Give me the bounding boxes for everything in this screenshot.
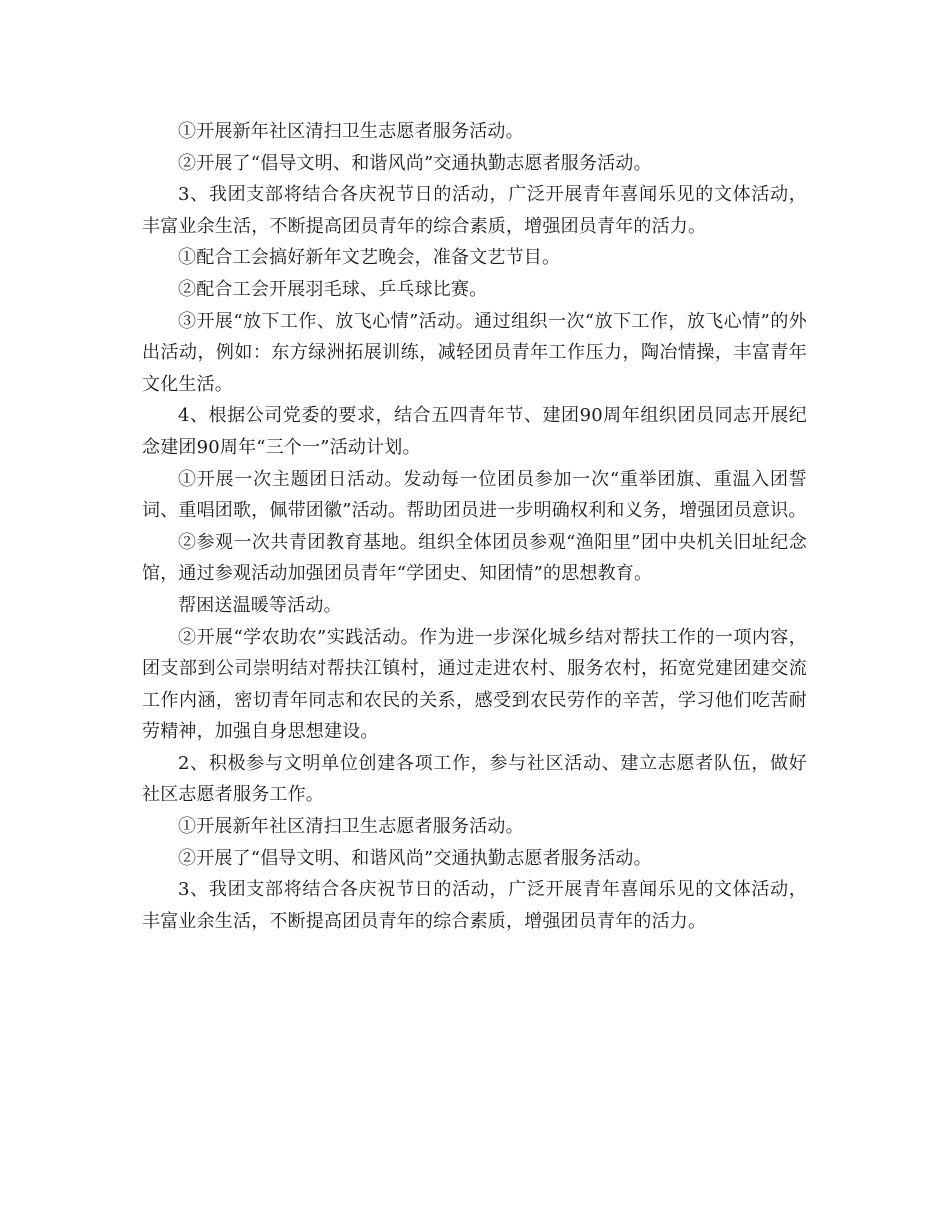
paragraph-13: ①开展新年社区清扫卫生志愿者服务活动。 (178, 816, 524, 838)
paragraph-11: ②开展“学农助农”实践活动。作为进一步深化城乡结对帮扶工作的一项内容，团支部到公司崇明结对帮扶江镇村，通过走进农村、服务农村，拓宽党建团建交流工作内涵，密切青年同志和农民的关系，感受到农民劳作的辛苦，学习他们吃苦耐劳精神，加强自身思想建设。 (142, 626, 807, 743)
paragraph-10: 帮困送温暖等活动。 (178, 594, 342, 616)
paragraph-8: ①开展一次主题团日活动。发动每一位团员参加一次“重举团旗、重温入团誓词、重唱团歌，佩带团徽”活动。帮助团员进一步明确权利和义务，增强团员意识。 (142, 468, 807, 522)
paragraph-5: ②配合工会开展羽毛球、乒乓球比赛。 (178, 278, 488, 300)
paragraph-2: ②开展了“倡导文明、和谐风尚”交通执勤志愿者服务活动。 (178, 152, 652, 174)
paragraph-15: 3、我团支部将结合各庆祝节日的活动，广泛开展青年喜闻乐见的文体活动，丰富业余生活，不断提高团员青年的综合素质，增强团员青年的活力。 (142, 879, 807, 932)
paragraph-7: 4、根据公司党委的要求，结合五四青年节、建团90周年组织团员同志开展纪念建团90周年“三个一”活动计划。 (142, 405, 807, 458)
paragraph-9: ②参观一次共青团教育基地。组织全体团员参观“渔阳里”团中央机关旧址纪念馆，通过参观活动加强团员青年“学团史、知团情”的思想教育。 (142, 531, 807, 585)
document-body (142, 116, 807, 937)
paragraph-6: ③开展“放下工作、放飞心情”活动。通过组织一次“放下工作，放飞心情”的外出活动，例如：东方绿洲拓展训练，减轻团员青年工作压力，陶冶情操，丰富青年文化生活。 (142, 310, 807, 395)
paragraph-3: 3、我团支部将结合各庆祝节日的活动，广泛开展青年喜闻乐见的文体活动，丰富业余生活，不断提高团员青年的综合素质，增强团员青年的活力。 (142, 184, 807, 237)
paragraph-1: ①开展新年社区清扫卫生志愿者服务活动。 (178, 121, 524, 142)
paragraph-12: 2、积极参与文明单位创建各项工作，参与社区活动、建立志愿者队伍，做好社区志愿者服务工作。 (142, 752, 807, 806)
paragraph-4: ①配合工会搞好新年文艺晚会，准备文艺节目。 (178, 247, 561, 269)
paragraph-14: ②开展了“倡导文明、和谐风尚”交通执勤志愿者服务活动。 (178, 847, 652, 869)
